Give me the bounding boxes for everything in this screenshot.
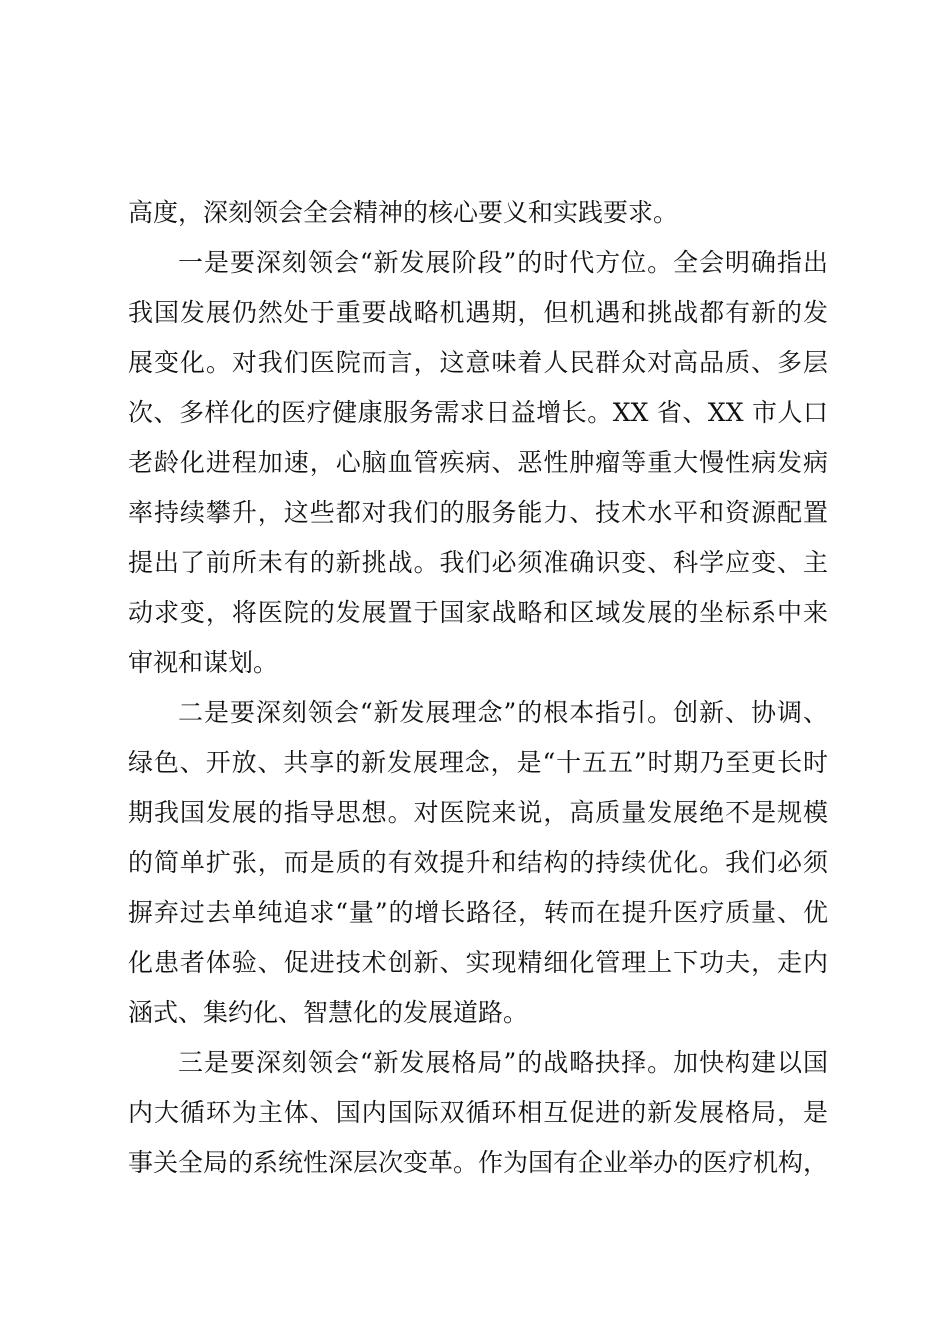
body-line: 提出了前所未有的新挑战。我们必须准确识变、科学应变、主 xyxy=(128,548,828,577)
body-line: 高度，深刻领会全会精神的核心要义和实践要求。 xyxy=(128,198,679,227)
paragraph-1-line: 一是要深刻领会“新发展阶段”的时代方位。全会明确指出 xyxy=(178,248,828,277)
body-line: 次、多样化的医疗健康服务需求日益增长。XX 省、XX 市人口 xyxy=(128,398,828,427)
body-line: 率持续攀升，这些都对我们的服务能力、技术水平和资源配置 xyxy=(128,498,828,527)
body-line: 绿色、开放、共享的新发展理念，是“十五五”时期乃至更长时 xyxy=(128,748,828,777)
document-body xyxy=(128,188,828,1188)
paragraph-3-line: 三是要深刻领会“新发展格局”的战略抉择。加快构建以国 xyxy=(178,1048,828,1077)
paragraph-2-line: 二是要深刻领会“新发展理念”的根本指引。创新、协调、 xyxy=(178,698,828,727)
body-line: 的简单扩张，而是质的有效提升和结构的持续优化。我们必须 xyxy=(128,848,828,877)
body-line: 摒弃过去单纯追求“量”的增长路径，转而在提升医疗质量、优 xyxy=(128,898,828,927)
body-line: 期我国发展的指导思想。对医院来说，高质量发展绝不是规模 xyxy=(128,798,828,827)
body-line: 我国发展仍然处于重要战略机遇期，但机遇和挑战都有新的发 xyxy=(128,298,828,327)
body-line: 内大循环为主体、国内国际双循环相互促进的新发展格局，是 xyxy=(128,1098,828,1127)
body-line: 老龄化进程加速，心脑血管疾病、恶性肿瘤等重大慢性病发病 xyxy=(128,448,828,477)
body-line: 事关全局的系统性深层次变革。作为国有企业举办的医疗机构， xyxy=(128,1148,829,1177)
body-line: 展变化。对我们医院而言，这意味着人民群众对高品质、多层 xyxy=(128,348,828,377)
body-line: 涵式、集约化、智慧化的发展道路。 xyxy=(128,998,529,1027)
body-line: 审视和谋划。 xyxy=(128,648,279,677)
body-line: 化患者体验、促进技术创新、实现精细化管理上下功夫，走内 xyxy=(128,948,828,977)
body-line: 动求变，将医院的发展置于国家战略和区域发展的坐标系中来 xyxy=(128,598,828,627)
